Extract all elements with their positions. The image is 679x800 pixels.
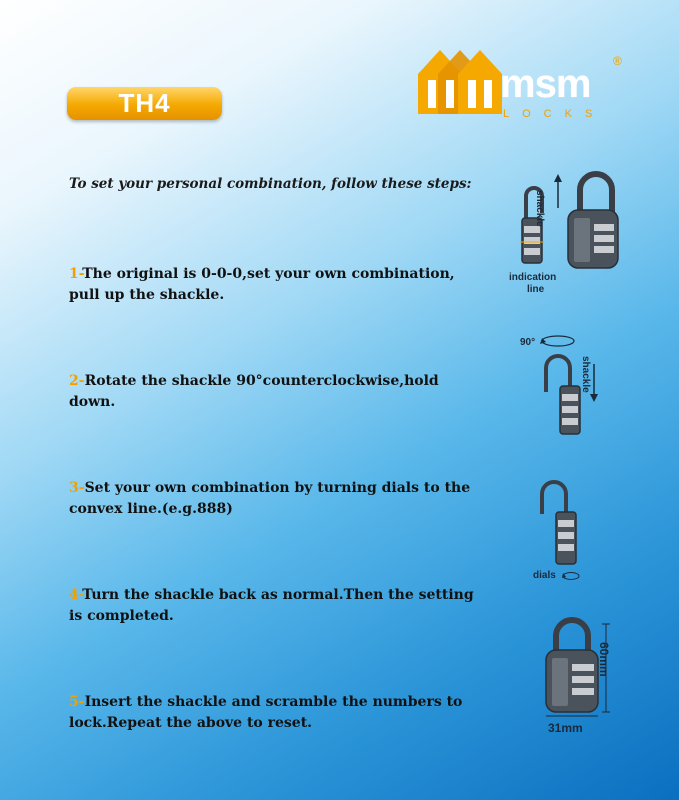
step-number: 4- [69, 587, 83, 603]
rotate-arrow-icon [538, 334, 578, 348]
step-text: The original is 0-0-0,set your own combination, pull up the shackle. [69, 266, 455, 303]
model-badge [67, 87, 222, 120]
step-5 [69, 692, 489, 734]
angle-label: 90° [520, 337, 536, 348]
lock-pull-up-icon [510, 168, 620, 270]
step-text: Rotate the shackle 90°counterclockwise,hold down. [69, 373, 439, 410]
line-label: line [527, 284, 545, 295]
width-label: 31mm [548, 721, 583, 735]
shackle-label-2: shackle [580, 356, 591, 393]
step-text: Insert the shackle and scramble the numbers to lock.Repeat the above to reset. [69, 694, 463, 731]
step-text: Turn the shackle back as normal.Then the setting is completed. [69, 587, 474, 624]
step-number: 3- [69, 480, 85, 496]
step-text: Set your own combination by turning dials to the convex line.(e.g.888) [69, 480, 471, 517]
dials-label: dials [533, 570, 556, 581]
step-number: 5- [69, 694, 85, 710]
step-3 [69, 478, 489, 520]
lock-rotated-icon [536, 352, 606, 438]
indication-label: indication [509, 272, 557, 283]
brand-name: msm [500, 62, 591, 106]
height-label: 60mm [597, 642, 611, 677]
step-4 [69, 585, 489, 627]
lock-set-dials-icon [536, 478, 586, 568]
registered-mark: ® [613, 54, 622, 68]
step-number: 1- [69, 266, 83, 282]
shackle-label: shackle [534, 190, 545, 227]
step-2 [69, 371, 489, 413]
brand-subtitle: LOCKS [503, 108, 606, 120]
model-label: TH4 [118, 88, 171, 118]
step-1 [69, 264, 489, 306]
dial-rotate-icon [561, 571, 581, 581]
step-number: 2- [69, 373, 85, 389]
intro-text: To set your personal combination, follow these steps: [69, 176, 472, 192]
